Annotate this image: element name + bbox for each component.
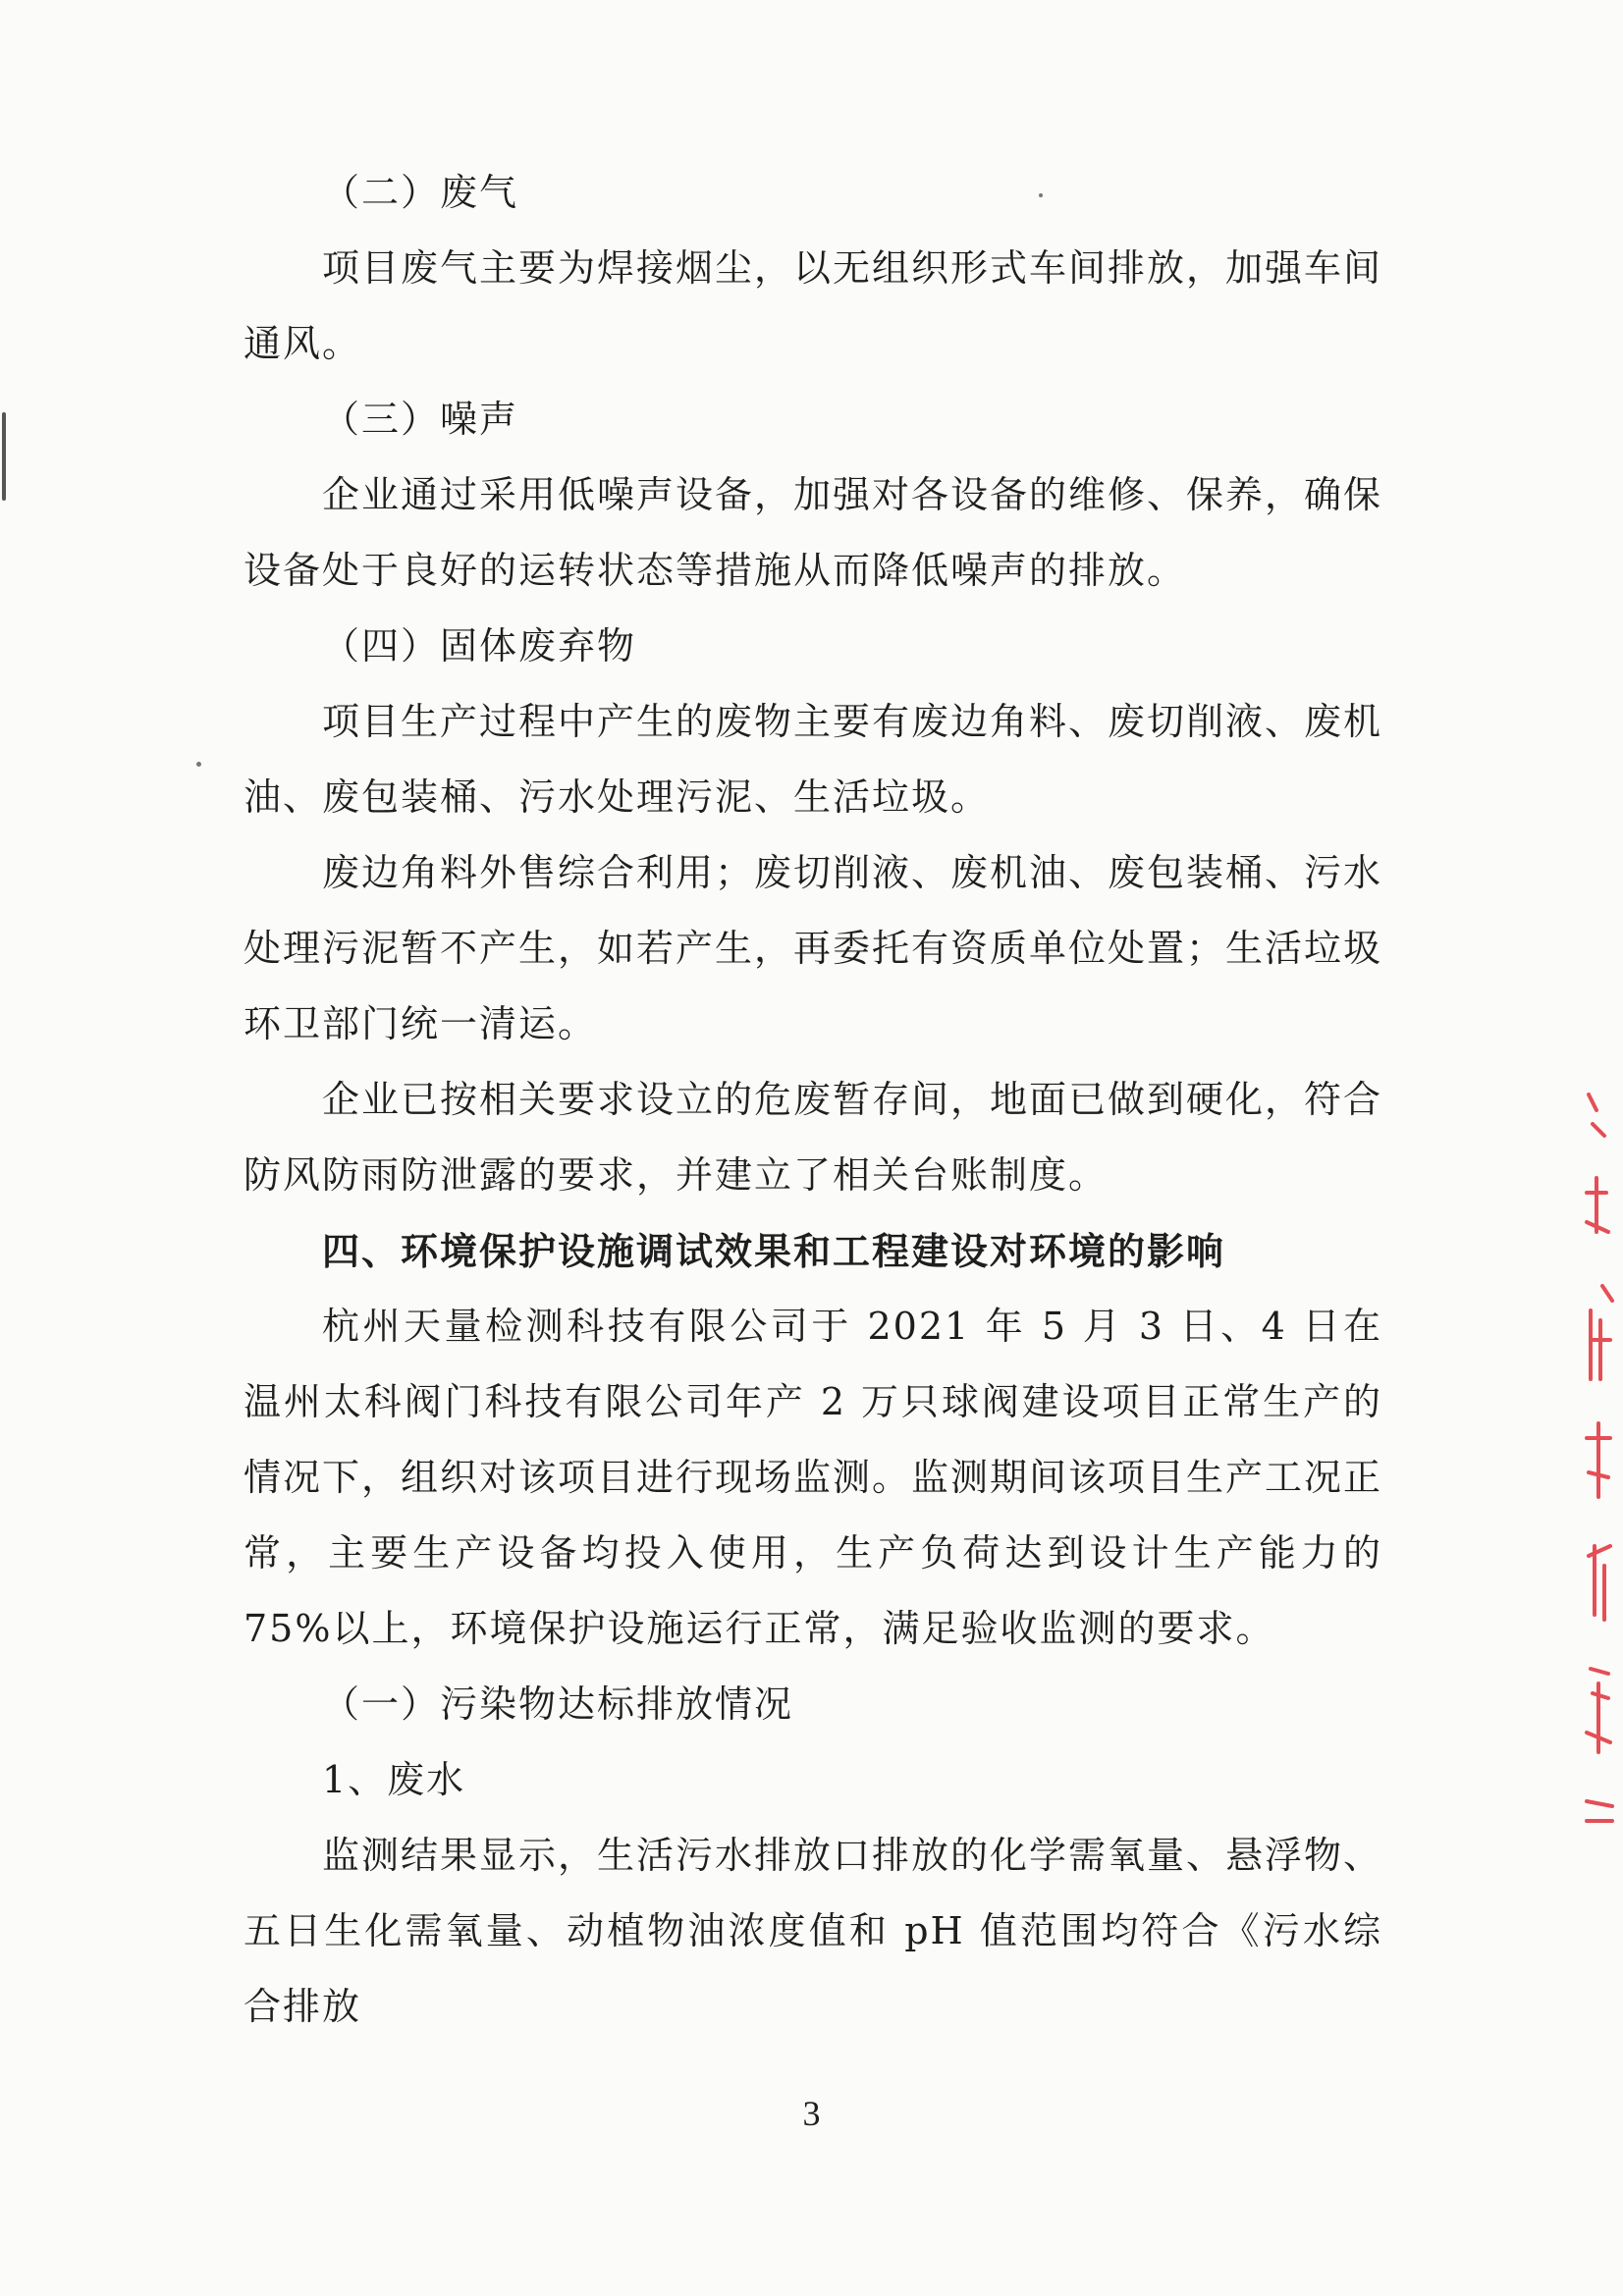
paragraph-noise: 企业通过采用低噪声设备，加强对各设备的维修、保养，确保设备处于良好的运转状态等措施从而降低噪声的排放。 bbox=[243, 473, 1383, 592]
paragraph-hazardous-storage: 企业已按相关要求设立的危废暂存间，地面已做到硬化，符合防风防雨防泄露的要求，并建立了相关台账制度。 bbox=[243, 1078, 1383, 1197]
section-heading-environmental-effects: 四、环境保护设施调试效果和工程建设对环境的影响 bbox=[322, 1229, 1226, 1273]
paragraph-solid-waste-types: 项目生产过程中产生的废物主要有废边角料、废切削液、废机油、废包装桶、污水处理污泥、生活垃圾。 bbox=[243, 700, 1383, 819]
page-number: 3 bbox=[802, 2094, 821, 2133]
paragraph-waste-gas: 项目废气主要为焊接烟尘，以无组织形式车间排放，加强车间通风。 bbox=[243, 246, 1383, 365]
paragraph-monitoring: 杭州天量检测科技有限公司于 2021 年 5 月 3 日、4 日在温州太科阀门科技有限公司年产 2 万只球阀建设项目正常生产的情况下，组织对该项目进行现场监测。监测期间该项目生产工况正常，主要生产设备均投入使用，生产负荷达到设计生产能力的 75%以上，环境保护设施运行正常，满足验收监测的要求。 bbox=[243, 1305, 1383, 1650]
scan-speck bbox=[196, 762, 201, 767]
heading-wastewater: 1、废水 bbox=[322, 1758, 466, 1801]
heading-waste-gas: （二）废气 bbox=[322, 171, 519, 214]
seal-stamp-partial bbox=[1583, 1085, 1616, 1831]
heading-pollutant-discharge: （一）污染物达标排放情况 bbox=[322, 1682, 794, 1726]
heading-noise: （三）噪声 bbox=[322, 398, 519, 441]
paragraph-solid-waste-disposal: 废边角料外售综合利用；废切削液、废机油、废包装桶、污水处理污泥暂不产生，如若产生，再委托有资质单位处置；生活垃圾环卫部门统一清运。 bbox=[243, 851, 1383, 1045]
scan-speck bbox=[1039, 193, 1043, 197]
paragraph-wastewater-results: 监测结果显示，生活污水排放口排放的化学需氧量、悬浮物、五日生化需氧量、动植物油浓度值和 pH 值范围均符合《污水综合排放 bbox=[243, 1834, 1383, 2028]
body-text bbox=[243, 155, 1382, 2045]
heading-solid-waste: （四）固体废弃物 bbox=[322, 624, 637, 667]
scan-edge-mark bbox=[2, 412, 6, 501]
